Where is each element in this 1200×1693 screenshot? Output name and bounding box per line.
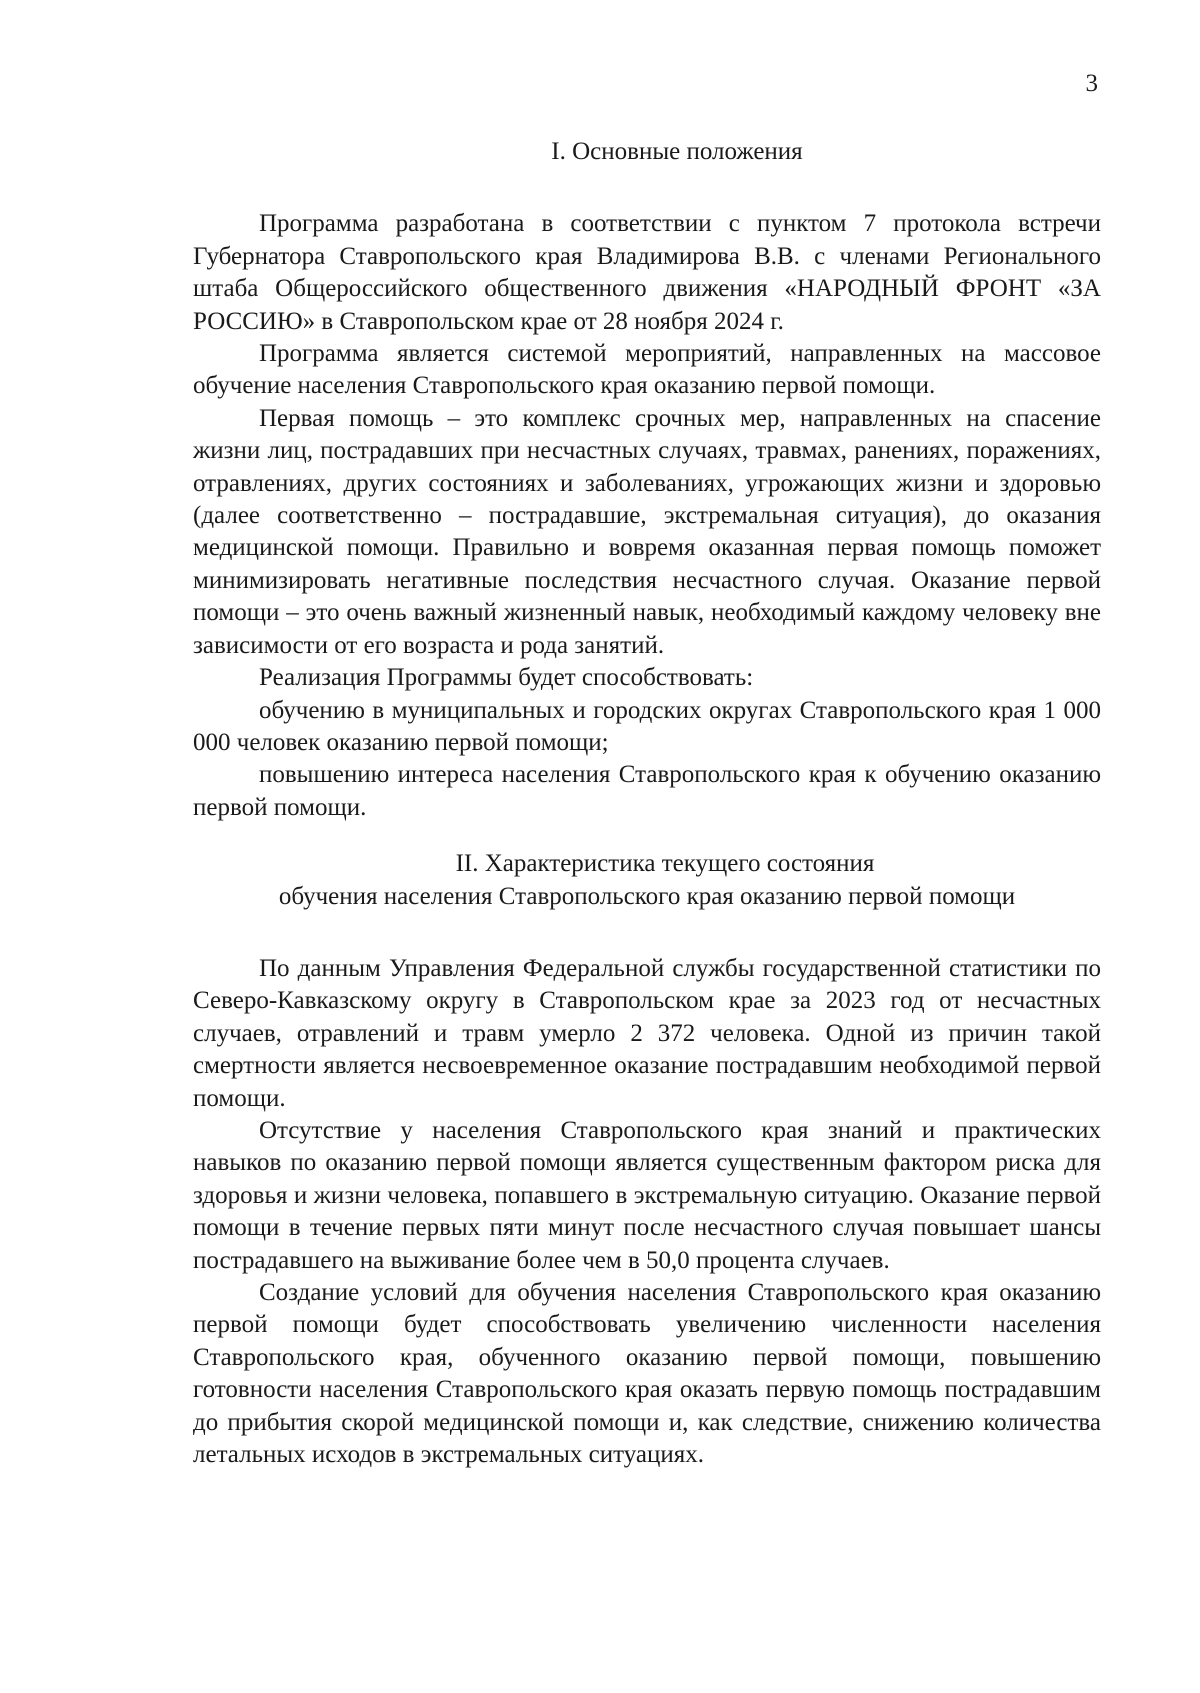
section-heading-2-line-2: обучения населения Ставропольского края оказанию первой помощи — [278, 882, 1016, 910]
section-heading-1: I. Основные положения — [551, 138, 803, 165]
section-heading-2-line-1: II. Характеристика текущего состояния — [455, 850, 875, 878]
paragraph: По данным Управления Федеральной службы государственной статистики по Северо-Кавказскому округу в Ставропольском крае за 2023 год от несчастных случаев, отравлений и травм умерло 2 372 человека. Одной из причин такой смертности является несвоевременное оказание пострадавшим необходимой первой помощи. — [193, 954, 1101, 1112]
paragraph: Программа является системой мероприятий, направленных на массовое обучение населения Ставропольского края оказанию первой помощи. — [193, 340, 1101, 400]
paragraph: Реализация Программы будет способствовать: — [259, 664, 754, 692]
section-basic-provisions — [193, 136, 1101, 824]
paragraph: Первая помощь – это комплекс срочных мер, направленных на спасение жизни лиц, пострадавших при несчастных случаях, травмах, ранениях, поражениях, отравлениях, других состояниях и заболеваниях, угрожающих жизни и здоровью (далее соответственно – пострадавшие, экстремальная ситуация), до оказания медицинской помощи. Правильно и вовремя оказанная первая помощь поможет минимизировать негативные последствия несчастного случая. Оказание первой помощи – это очень важный жизненный навык, необходимый каждому человеку вне зависимости от его возраста и рода занятий. — [193, 404, 1101, 659]
section-current-state — [193, 848, 1101, 1471]
paragraph: Программа разработана в соответствии с пунктом 7 протокола встречи Губернатора Ставропольского края Владимирова В.В. с членами Регионального штаба Общероссийского общественного движения «НАРОДНЫЙ ФРОНТ «ЗА РОССИЮ» в Ставропольском крае от 28 ноября 2024 г. — [193, 210, 1101, 335]
paragraph: Создание условий для обучения населения Ставропольского края оказанию первой помощи будет способствовать увеличению численности населения Ставропольского края, обученного оказанию первой помощи, повышению готовности населения Ставропольского края оказать первую помощь пострадавшим до прибытия скорой медицинской помощи и, как следствие, снижению количества летальных исходов в экстремальных ситуациях. — [193, 1279, 1101, 1469]
paragraph: Отсутствие у населения Ставропольского края знаний и практических навыков по оказанию первой помощи является существенным фактором риска для здоровья и жизни человека, попавшего в экстремальную ситуацию. Оказание первой помощи в течение первых пяти минут после несчастного случая повышает шансы пострадавшего на выживание более чем в 50,0 процента случаев. — [193, 1116, 1101, 1274]
paragraph: повышению интереса населения Ставропольского края к обучению оказанию первой помощи. — [193, 761, 1101, 821]
document-body — [193, 136, 1101, 1471]
page-number: 3 — [1085, 70, 1098, 97]
paragraph: обучению в муниципальных и городских округах Ставропольского края 1 000 000 человек оказанию первой помощи; — [193, 696, 1101, 756]
